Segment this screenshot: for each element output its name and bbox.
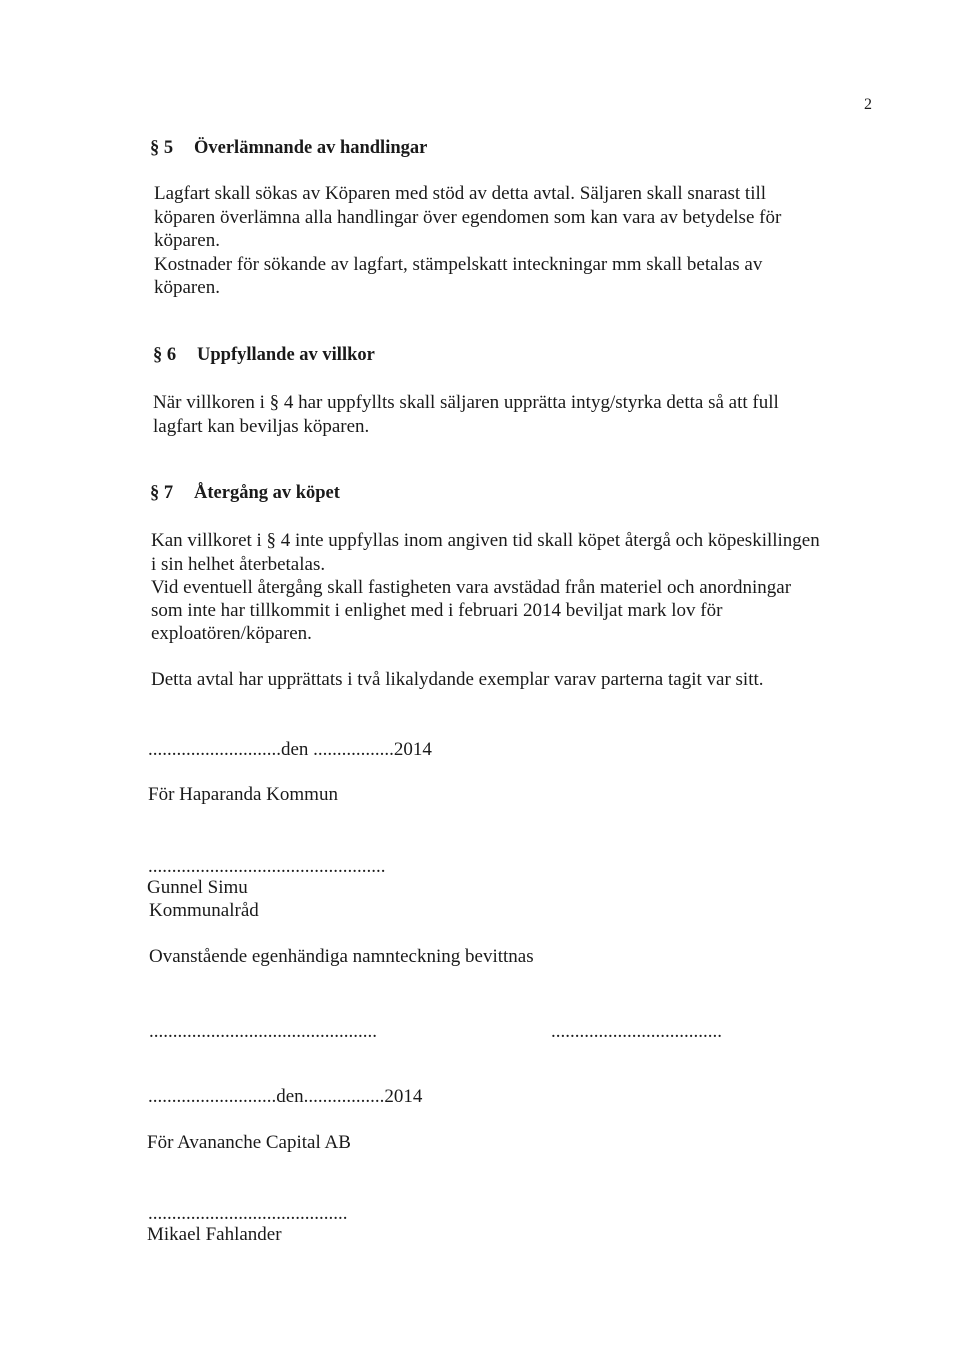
section-6-number: § 6 — [153, 345, 177, 365]
section-7-number: § 7 — [150, 483, 174, 503]
signature-line-2: .......................................... — [148, 1203, 348, 1224]
section-6-heading — [153, 344, 375, 367]
section-5-line-4: Kostnader för sökande av lagfart, stämpelskatt inteckningar mm skall betalas av — [154, 254, 763, 275]
section-6-title: Uppfyllande av villkor — [197, 345, 375, 365]
section-7-line-3: Vid eventuell återgång skall fastigheten vara avstädad från materiel och anordningar — [151, 577, 792, 598]
section-7-line-1: Kan villkoret i § 4 inte uppfyllas inom angiven tid skall köpet återgå och köpeskillingen — [151, 530, 820, 551]
signer-name-2: Mikael Fahlander — [147, 1224, 282, 1245]
section-7-title: Återgång av köpet — [194, 483, 340, 503]
party-avananche: För Avananche Capital AB — [147, 1132, 351, 1153]
section-7-heading — [150, 482, 340, 505]
signature-line-1: .................................................. — [148, 856, 386, 877]
page-number: 2 — [864, 96, 872, 113]
date-line-2: ...........................den.................2014 — [148, 1086, 423, 1107]
section-5-heading — [150, 137, 427, 160]
section-7-line-5: exploatören/köparen. — [151, 623, 312, 644]
section-7-line-2: i sin helhet återbetalas. — [151, 554, 326, 575]
section-5-line-2: köparen överlämna alla handlingar över egendomen som kan vara av betydelse för — [154, 207, 782, 228]
section-6-line-1: När villkoren i § 4 har uppfyllts skall säljaren upprätta intyg/styrka detta så att full — [153, 392, 779, 413]
section-5-number: § 5 — [150, 138, 174, 158]
section-5-line-1: Lagfart skall sökas av Köparen med stöd av detta avtal. Säljaren skall snarast till — [154, 183, 767, 204]
witness-line-right: .................................... — [551, 1021, 722, 1042]
closing-statement: Detta avtal har upprättats i två likalydande exemplar varav parterna tagit var sitt. — [151, 669, 764, 690]
signer-name-1: Gunnel Simu — [147, 877, 248, 898]
party-haparanda: För Haparanda Kommun — [148, 784, 338, 805]
date-line-1: ............................den .................2014 — [148, 739, 432, 760]
section-5-line-3: köparen. — [154, 230, 220, 251]
section-7-line-4: som inte har tillkommit i enlighet med i februari 2014 beviljat mark lov för — [151, 600, 723, 621]
witness-label: Ovanstående egenhändiga namnteckning bevittnas — [149, 946, 534, 967]
witness-line-left: ................................................ — [149, 1021, 377, 1042]
section-5-title: Överlämnande av handlingar — [194, 138, 428, 158]
section-6-line-2: lagfart kan beviljas köparen. — [153, 416, 370, 437]
section-5-line-5: köparen. — [154, 277, 220, 298]
signer-title-1: Kommunalråd — [149, 900, 259, 921]
